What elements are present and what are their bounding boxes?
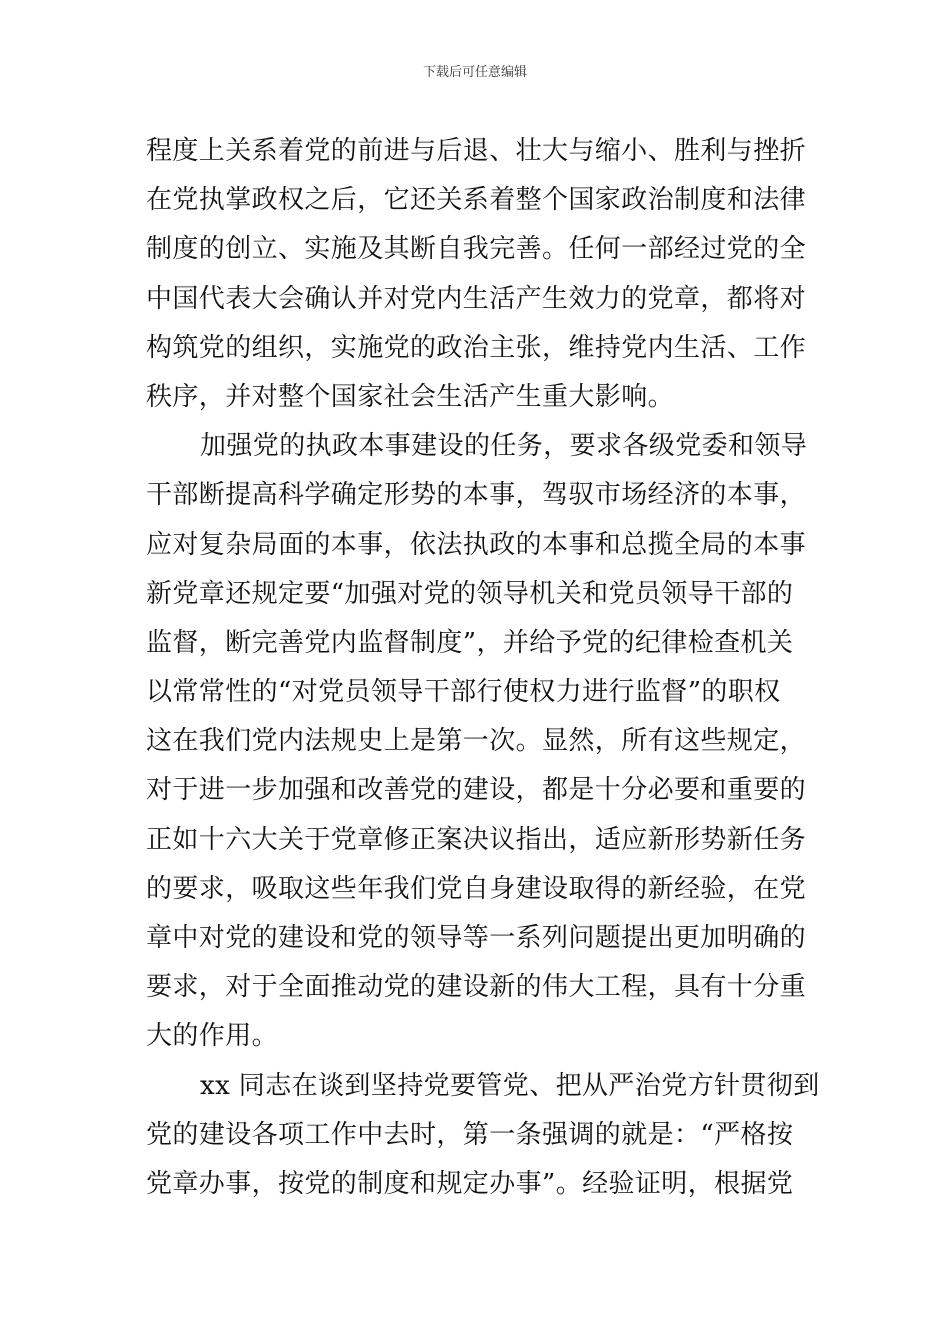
text-line: 制度的创立、实施及其断自我完善。任何一部经过党的全: [146, 234, 807, 265]
text-line: 构筑党的组织，实施党的政治主张，维持党内生活、工作: [146, 332, 807, 363]
page-header: 下载后可任意编辑: [422, 65, 527, 80]
text-line: 章中对党的建设和党的领导等一系列问题提出更加明确的: [146, 923, 807, 953]
text-line: 程度上关系着党的前进与后退、壮大与缩小、胜利与挫折: [146, 136, 807, 166]
text-line: 干部断提高科学确定形势的本事，驾驭市场经济的本事，: [146, 480, 807, 511]
text-line: 对于进一步加强和改善党的建设，都是十分必要和重要的: [146, 775, 807, 806]
text-line: 党的建设各项工作中去时，第一条强调的就是：“严格按: [146, 1119, 794, 1150]
text-line: 应对复杂局面的本事，依法执政的本事和总揽全局的本事: [146, 529, 807, 560]
text-line: 新党章还规定要“加强对党的领导机关和党员领导干部的: [146, 578, 794, 609]
document-body: [146, 127, 818, 1209]
paragraph-first-line: xx 同志在谈到坚持党要管党、把从严治党方针贯彻到: [200, 1070, 820, 1101]
text-line: 秩序，并对整个国家社会生活产生重大影响。: [146, 381, 675, 412]
text-line: 正如十六大关于党章修正案决议指出，适应新形势新任务: [146, 824, 807, 855]
text-line: 这在我们党内法规史上是第一次。显然，所有这些规定，: [146, 726, 807, 757]
text-line: 的要求，吸取这些年我们党自身建设取得的新经验，在党: [146, 873, 807, 904]
text-line: 监督，断完善党内监督制度”，并给予党的纪律检查机关: [146, 627, 794, 658]
text-line: 中国代表大会确认并对党内生活产生效力的党章，都将对: [146, 283, 807, 314]
text-line: 在党执掌政权之后，它还关系着整个国家政治制度和法律: [146, 185, 807, 216]
text-line: 大的作用。: [146, 1021, 279, 1052]
text-line: 要求，对于全面推动党的建设新的伟大工程，具有十分重: [146, 972, 807, 1003]
paragraph-first-line: 加强党的执政本事建设的任务，要求各级党委和领导: [200, 431, 808, 462]
text-line: 党章办事，按党的制度和规定办事”。经验证明，根据党: [146, 1168, 794, 1199]
text-line: 以常常性的“对党员领导干部行使权力进行监督”的职权: [146, 677, 781, 708]
